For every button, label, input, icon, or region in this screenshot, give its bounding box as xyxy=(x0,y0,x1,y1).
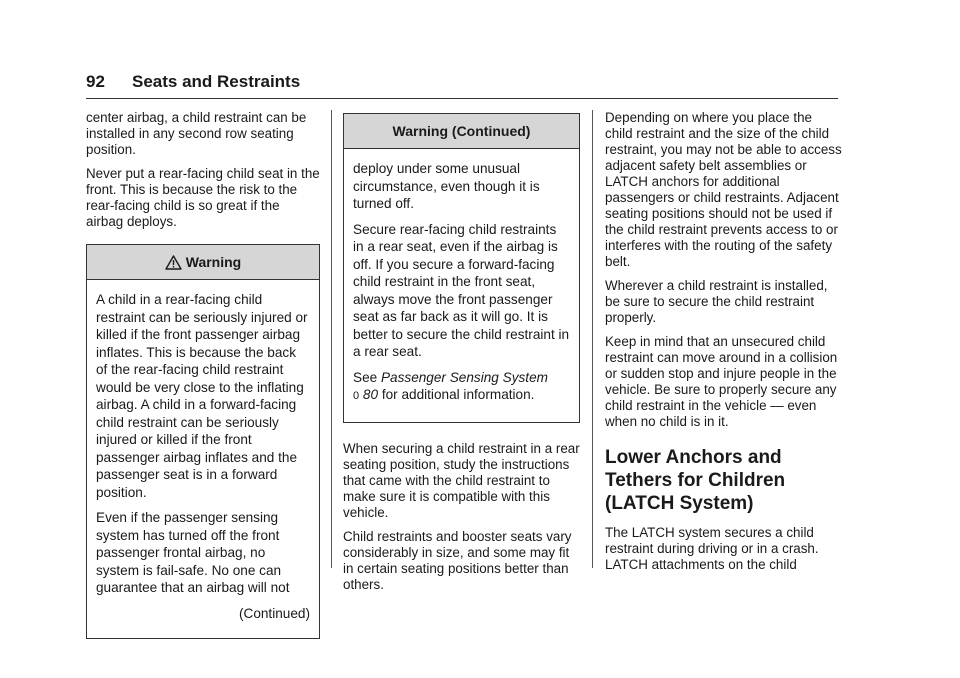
heading-line: Lower Anchors and xyxy=(605,447,782,468)
continued-label: (Continued) xyxy=(238,605,310,621)
paragraph: Never put a rear-facing child seat in the front. This is because the risk to the rear-facing child is so great if the airbag deploys. xyxy=(86,166,320,229)
warning-paragraph: Secure rear-facing child restraints in a rear seat, even if the airbag is off. If you secure a forward-facing child restraint in the front seat, always move the front passenger seat as far back as it will go. It is better to secure the child restraint in a rear seat. xyxy=(353,221,570,359)
paragraph: Keep in mind that an unsecured child restraint can move around in a collision or sudden stop and injure people in the vehicle. Be sure to properly secure any child restraint in the vehicle — even when no child is in it. xyxy=(605,334,838,429)
warning-box-continued xyxy=(343,113,580,423)
page-ref-icon: 0 xyxy=(353,390,360,402)
warning-title: Warning xyxy=(185,254,242,270)
paragraph: Wherever a child restraint is installed, be sure to secure the child restraint properly. xyxy=(605,278,828,325)
paragraph: When securing a child restraint in a rear seating position, study the instructions that came with the child restraint to make sure it is compatible with this vehicle. xyxy=(343,440,580,520)
reference-title-link[interactable]: Passenger Sensing System xyxy=(380,369,548,385)
warning-header xyxy=(87,245,319,280)
warning-body xyxy=(344,149,579,422)
header-rule xyxy=(86,98,838,99)
column-3 xyxy=(605,110,842,581)
warning-paragraph: deploy under some unusual circumstance, even though it is turned off. xyxy=(353,161,540,211)
heading-line: Tethers for Children xyxy=(605,470,786,491)
subsection-heading xyxy=(605,446,842,515)
paragraph: The LATCH system secures a child restraint during driving or in a crash. LATCH attachments on the child xyxy=(605,525,819,572)
see-label: See xyxy=(353,369,378,385)
column-1 xyxy=(86,110,320,639)
warning-paragraph: Even if the passenger sensing system has turned off the front passenger frontal airbag, no system is fail-safe. No one can guarantee that an airbag will not xyxy=(96,510,290,595)
warning-paragraph: A child in a rear-facing child restraint can be seriously injured or killed if the front passenger airbag inflates. This is because the back of the rear-facing child restraint would be very close to the inflating airbag. A child in a forward-facing child restraint can be seriously injured or killed if the front passenger airbag inflates and the passenger seat is in a forward position. xyxy=(96,292,308,500)
column-2 xyxy=(343,110,580,601)
warning-header: Warning (Continued) xyxy=(344,114,579,149)
paragraph: Depending on where you place the child restraint and the size of the child restraint, you may not be able to access adjacent safety belt assemblies or LATCH anchors for additional passengers or child restraints. Adjacent seating positions should not be used if the child restraint prevents access to or interferes with the routing of the safety belt. xyxy=(605,110,842,269)
warning-box xyxy=(86,244,320,639)
page-number: 92 xyxy=(86,72,105,91)
column-divider-2 xyxy=(592,110,593,568)
cross-reference xyxy=(353,369,570,406)
reference-page-link[interactable]: 80 xyxy=(362,387,379,402)
warning-body xyxy=(87,280,319,638)
column-divider-1 xyxy=(331,110,332,568)
paragraph: Child restraints and booster seats vary considerably in size, and some may fit in certain seating positions better than others. xyxy=(343,528,572,592)
reference-suffix: for additional information. xyxy=(381,387,535,402)
section-title: Seats and Restraints xyxy=(132,72,301,91)
paragraph: center airbag, a child restraint can be installed in any second row seating position. xyxy=(86,110,307,157)
warning-triangle-icon xyxy=(165,255,182,270)
heading-line: (LATCH System) xyxy=(605,493,754,514)
